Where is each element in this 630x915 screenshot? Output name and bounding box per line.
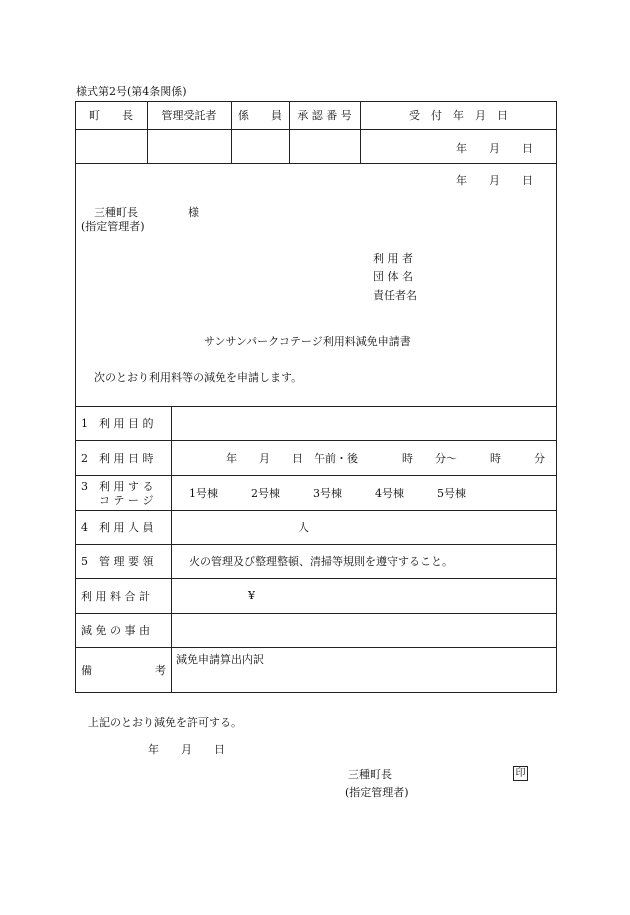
label-headcount: 4 利 用 人 員 (81, 521, 154, 534)
label-purpose: 1 利 用 目 的 (81, 417, 154, 430)
headcount-unit[interactable]: 人 (298, 521, 309, 534)
mayor-stamp-field[interactable] (76, 130, 147, 164)
addressee-sub: (指定管理者) (81, 220, 145, 233)
staff-stamp-field[interactable] (232, 130, 289, 164)
datetime-field[interactable]: 年 月 日 午前・後 時 分～ 時 分 (226, 451, 545, 465)
applicant-rep-label: 責任者名 (373, 289, 417, 302)
fee-total-field[interactable]: ¥ (248, 589, 255, 602)
header-col-mayor: 町 長 (89, 109, 133, 122)
received-date[interactable]: 年 月 日 (456, 142, 533, 155)
applicant-group-label: 団 体 名 (373, 270, 413, 283)
applicant-user-label: 利 用 者 (373, 252, 413, 265)
label-cottage-line2: コ テ ー ジ (99, 494, 154, 507)
header-col-approval: 承 認 番 号 (297, 109, 352, 122)
addressee: 三種町長 (94, 206, 138, 219)
label-cottage-line1: 3 利 用 す る (81, 480, 154, 493)
approval-text: 上記のとおり減免を許可する。 (88, 716, 242, 729)
remarks-field[interactable]: 減免申請算出内訳 (176, 653, 264, 666)
reduction-reason-field[interactable] (172, 614, 556, 647)
header-col-received: 受 付 年 月 日 (409, 109, 508, 122)
label-remarks-right: 考 (155, 664, 166, 677)
approval-signer: 三種町長 (348, 768, 392, 781)
purpose-field[interactable] (172, 407, 556, 440)
approval-date[interactable]: 年 月 日 (148, 743, 225, 756)
label-remarks-left: 備 (81, 664, 92, 677)
label-datetime: 2 利 用 日 時 (81, 451, 154, 465)
approval-number-field[interactable] (290, 130, 360, 164)
label-fee-total: 利 用 料 合 計 (81, 589, 150, 603)
request-sentence: 次のとおり利用料等の減免を申請します。 (94, 371, 303, 384)
manager-stamp-field[interactable] (148, 130, 231, 164)
addressee-suffix: 様 (188, 206, 199, 219)
application-date[interactable]: 年 月 日 (456, 174, 533, 187)
label-rules: 5 管 理 要 領 (81, 555, 154, 568)
rules-text: 火の管理及び整理整頓、清掃等規則を遵守すること。 (189, 555, 453, 568)
label-reduction-reason: 減 免 の 事 由 (81, 624, 150, 637)
form-number: 様式第2号(第4条関係) (76, 85, 187, 98)
cottage-options[interactable]: 1号棟 2号棟 3号棟 4号棟 5号棟 (189, 486, 466, 500)
form-title: サンサンパークコテージ利用料減免申請書 (204, 335, 411, 348)
seal-mark: 印 (513, 766, 528, 781)
header-col-staff: 係 員 (238, 109, 282, 122)
approval-signer-sub: (指定管理者) (345, 786, 409, 799)
header-col-manager: 管理受託者 (161, 109, 217, 122)
